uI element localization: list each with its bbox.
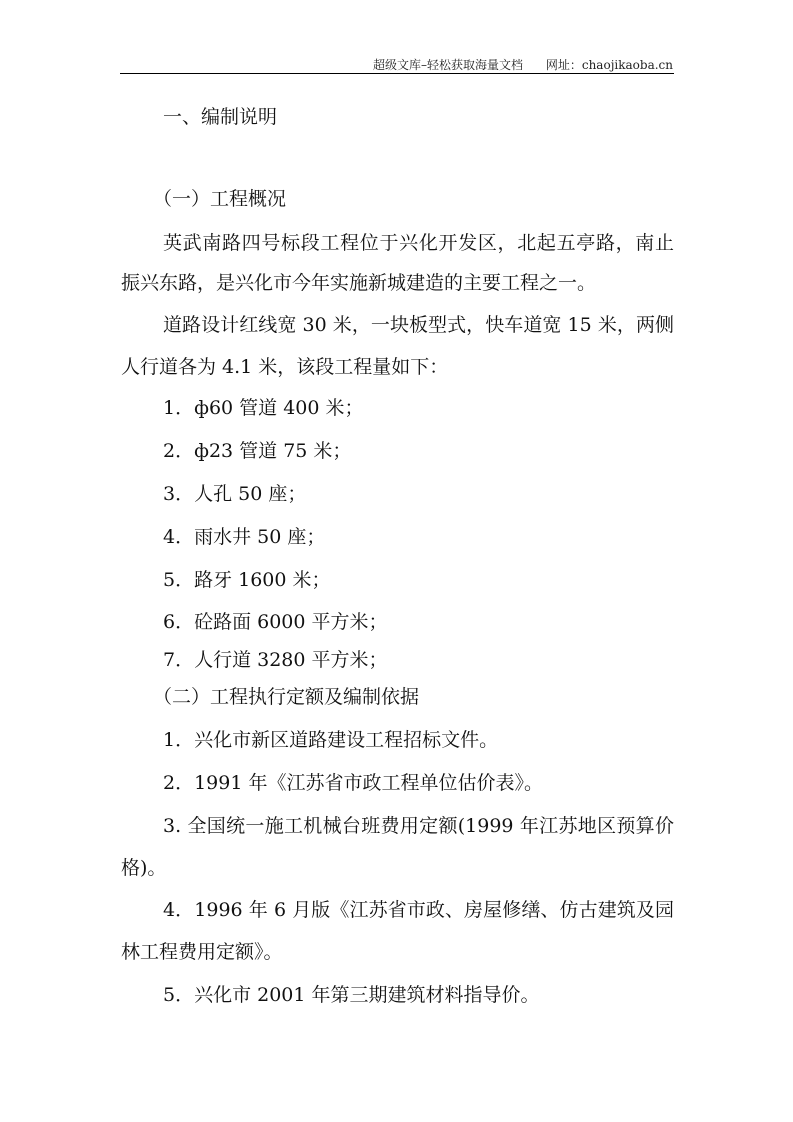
subsection-heading-basis: （二）工程执行定额及编制依据 xyxy=(153,686,420,708)
list-item: 2．1991 年《江苏省市政工程单位估价表》。 xyxy=(163,772,543,794)
page-header xyxy=(373,56,673,73)
list-item: 1．ф60 管道 400 米； xyxy=(163,397,364,419)
header-rule xyxy=(120,73,674,74)
list-item: 5．路牙 1600 米； xyxy=(163,569,331,591)
section-title: 一、编制说明 xyxy=(163,106,278,128)
list-item-continuation: 林工程费用定额》。 xyxy=(121,941,283,963)
header-site-name: 超级文库–轻松获取海量文档 xyxy=(372,58,523,72)
header-url: 网址：chaojikaoba.cn xyxy=(545,58,673,72)
list-item: 6．砼路面 6000 平方米； xyxy=(163,611,388,633)
list-item: 3．人孔 50 座； xyxy=(163,483,307,505)
paragraph-line: 英武南路四号标段工程位于兴化开发区，北起五亭路，南止 xyxy=(163,232,674,254)
paragraph-line: 人行道各为 4.1 米，该段工程量如下： xyxy=(121,356,449,378)
list-item: 7．人行道 3280 平方米； xyxy=(163,649,388,671)
list-item: 4．雨水井 50 座； xyxy=(163,526,326,548)
list-item: 2．ф23 管道 75 米； xyxy=(163,440,352,462)
paragraph-line: 道路设计红线宽 30 米，一块板型式，快车道宽 15 米，两侧 xyxy=(163,314,674,336)
list-item: 1．兴化市新区道路建设工程招标文件。 xyxy=(163,729,499,751)
list-item-continuation: 格)。 xyxy=(121,857,167,879)
subsection-heading-overview: （一）工程概况 xyxy=(153,188,287,210)
paragraph-line: 振兴东路，是兴化市今年实施新城建造的主要工程之一。 xyxy=(121,272,597,294)
list-item: 3. 全国统一施工机械台班费用定额(1999 年江苏地区预算价 xyxy=(163,815,674,837)
list-item: 5．兴化市 2001 年第三期建筑材料指导价。 xyxy=(163,984,540,1006)
list-item: 4．1996 年 6 月版《江苏省市政、房屋修缮、仿古建筑及园 xyxy=(163,899,674,921)
